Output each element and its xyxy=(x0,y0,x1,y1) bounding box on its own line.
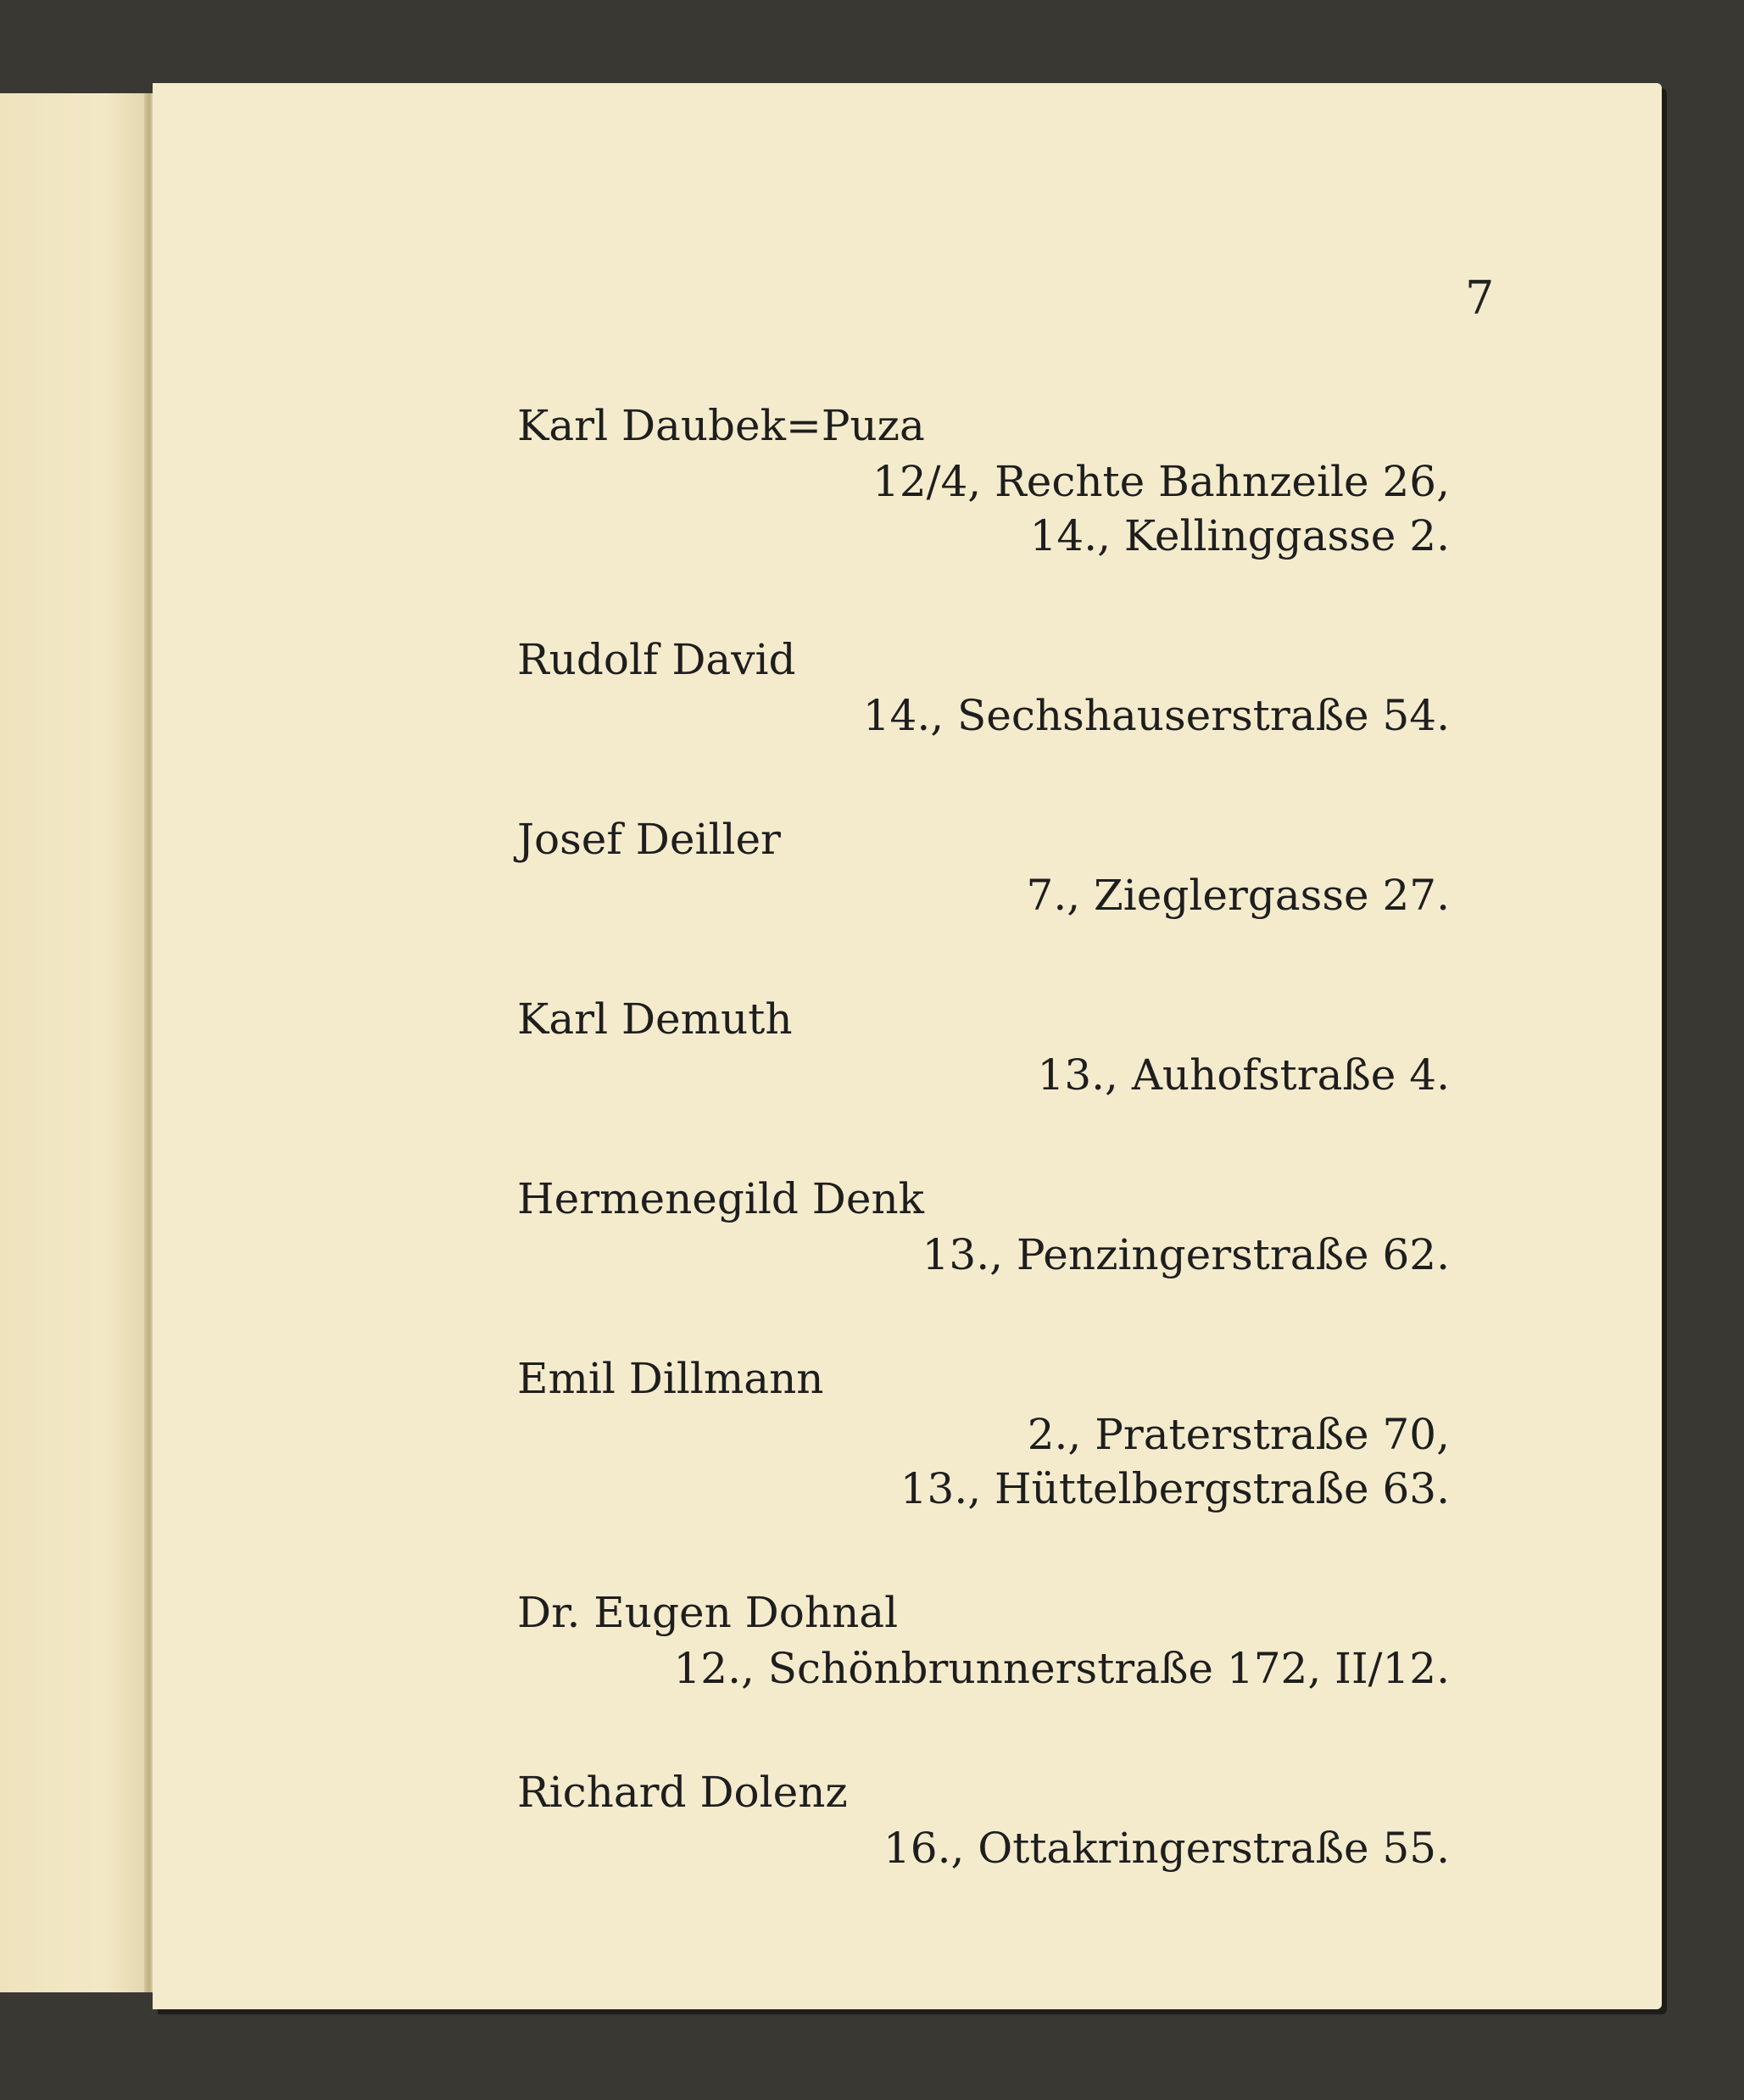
entry-address: 2., Praterstraße 70, xyxy=(1027,1410,1450,1459)
entry-name: Richard Dolenz xyxy=(517,1768,848,1817)
list-item xyxy=(517,1350,1450,1516)
list-item xyxy=(517,1170,1450,1282)
entry-name: Emil Dillmann xyxy=(517,1354,824,1403)
list-item xyxy=(517,631,1450,743)
entry-address: 13., Hüttelbergstraße 63. xyxy=(900,1464,1450,1513)
list-item xyxy=(517,1584,1450,1696)
entry-name: Josef Deiller xyxy=(517,815,781,864)
list-item xyxy=(517,1763,1450,1875)
list-item xyxy=(517,810,1450,922)
address-list xyxy=(517,397,1450,1943)
page-number: 7 xyxy=(1465,271,1495,325)
entry-address: 14., Kellinggasse 2. xyxy=(1029,511,1450,560)
list-item xyxy=(517,990,1450,1102)
entry-name: Rudolf David xyxy=(517,635,796,684)
entry-address: 12/4, Rechte Bahnzeile 26, xyxy=(872,457,1450,506)
entry-name: Dr. Eugen Dohnal xyxy=(517,1588,899,1637)
entry-name: Hermenegild Denk xyxy=(517,1174,924,1223)
entry-address: 13., Penzingerstraße 62. xyxy=(922,1230,1450,1279)
entry-address: 16., Ottakringerstraße 55. xyxy=(883,1824,1450,1873)
document-page xyxy=(153,83,1662,2009)
entry-address: 13., Auhofstraße 4. xyxy=(1037,1050,1450,1100)
entry-address: 14., Sechshauserstraße 54. xyxy=(862,691,1450,740)
entry-name: Karl Demuth xyxy=(517,994,793,1044)
list-item xyxy=(517,397,1450,563)
entry-name: Karl Daubek=Puza xyxy=(517,401,925,450)
previous-page-edge xyxy=(0,93,153,1992)
entry-address: 7., Zieglergasse 27. xyxy=(1026,871,1450,920)
entry-address: 12., Schönbrunnerstraße 172, II/12. xyxy=(673,1644,1450,1693)
